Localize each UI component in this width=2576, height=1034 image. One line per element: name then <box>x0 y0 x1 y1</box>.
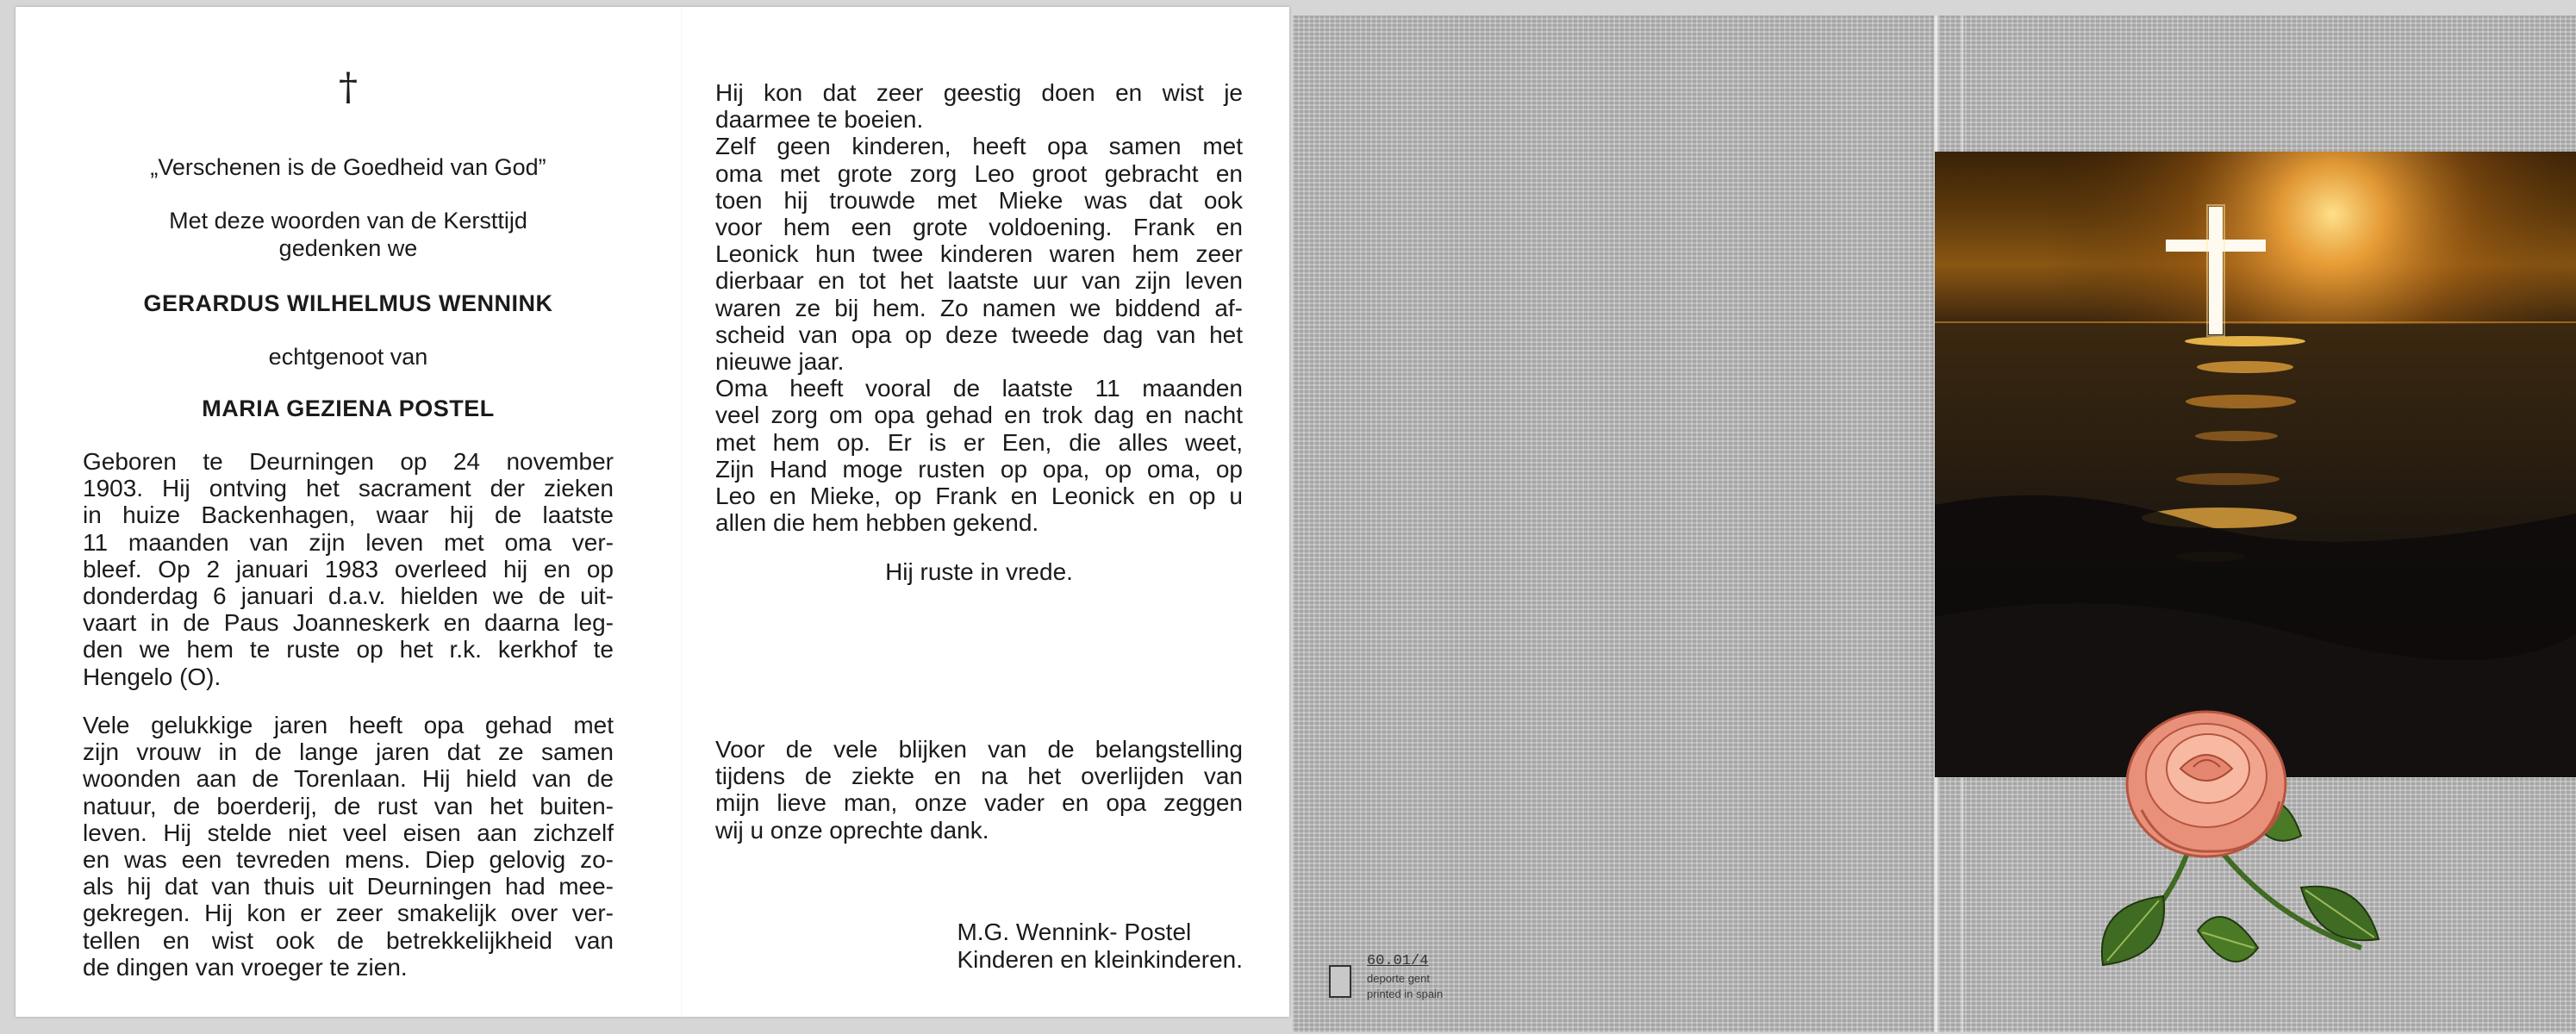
rose-icon <box>2068 689 2430 1017</box>
biography-line: den we hem te ruste op het r.k. kerkhof te <box>83 636 614 663</box>
signature-line: Kinderen en kleinkinderen. <box>957 946 1243 973</box>
memories-line: Vele gelukkige jaren heeft opa gehad met <box>83 712 614 738</box>
biography-line: 11 maanden van zijn leven met oma ver- <box>83 528 614 556</box>
biography-line: in huize Backenhagen, waar hij de laatste <box>83 501 614 529</box>
leaf-icon <box>2301 887 2379 941</box>
continuation-line: Leo en Mieke, op Frank en Leonick en op u <box>715 483 1243 510</box>
printer-code: 60.01/4 <box>1367 953 1429 969</box>
sunset-cross-illustration <box>1935 152 2576 777</box>
continuation-line: waren ze bij hem. Zo namen we biddend af- <box>715 294 1243 321</box>
memories-line: leven. Hij stelde niet veel eisen aan zichzelf <box>83 819 614 846</box>
continuation-line: Zelf geen kinderen, heeft opa samen met <box>715 133 1243 160</box>
printer-mark <box>1329 953 1501 1005</box>
memories-paragraph <box>83 712 614 981</box>
thanks-paragraph <box>715 736 1243 844</box>
printed-in: printed in spain <box>1367 987 1444 1000</box>
signature <box>957 919 1243 974</box>
continuation-line: met hem op. Er is er Een, die alles weet, <box>715 428 1243 456</box>
memories-line: natuur, de boerderij, de rust van het buiten- <box>83 792 614 819</box>
continuation-line: allen die hem hebben gekend. <box>715 509 1039 537</box>
leaf-icon <box>2198 917 2258 962</box>
continuation-line: veel zorg om opa gehad en trok dag en nacht <box>715 402 1243 429</box>
continuation-line: nieuwe jaar. <box>715 348 845 376</box>
memories-line: tellen en wist ook de betrekkelijkheid van <box>83 926 614 954</box>
quote: „Verschenen is de Goedheid van God” <box>150 154 546 180</box>
memories-line: de dingen van vroeger te zien. <box>83 953 408 981</box>
biography-line: Hengelo (O). <box>83 663 221 690</box>
signature-line: M.G. Wennink- Postel <box>957 919 1192 945</box>
continuation-line: Oma heeft vooral de laatste 11 maanden <box>715 375 1243 402</box>
biography-line: 1903. Hij ontving het sacrament der zieken <box>83 475 614 502</box>
biography-paragraph <box>83 448 614 690</box>
leaf-icon <box>2102 896 2164 965</box>
rest-in-peace: Hij ruste in vrede. <box>885 558 1073 585</box>
biography-line: bleef. Op 2 januari 1983 overleed hij en op <box>83 555 614 582</box>
continuation-line: Hij kon dat zeer geestig doen en wist je <box>715 79 1243 106</box>
continuation-line: scheid van opa op deze tweede dag van het <box>715 321 1243 348</box>
memories-line: gekregen. Hij kon er zeer smakelijk over ver- <box>83 900 614 927</box>
continuation-line: voor hem een grote voldoening. Frank en <box>715 214 1243 241</box>
printer-logo-icon <box>1329 965 1351 998</box>
thanks-line: wij u onze oprechte dank. <box>715 816 989 844</box>
relation: echtgenoot van <box>268 344 428 370</box>
memories-line: als hij dat van thuis uit Deurningen had mee- <box>83 873 614 900</box>
thanks-line: tijdens de ziekte en na het overlijden van <box>715 763 1243 790</box>
memories-line: woonden aan de Torenlaan. Hij hield van de <box>83 765 614 793</box>
thanks-line: Voor de vele blijken van de belangstelling <box>715 736 1243 763</box>
memories-line: en was een tevreden mens. Diep gelovig zo- <box>83 846 614 874</box>
continuation-line: daarmee te boeien. <box>715 106 924 134</box>
continuation-line: Zijn Hand moge rusten op opa, op oma, op <box>715 455 1243 483</box>
continuation-line: dierbaar en tot het laatste uur van zijn leven <box>715 267 1243 295</box>
continuation-line: toen hij trouwde met Mieke was dat ook <box>715 186 1243 214</box>
thanks-line: mijn lieve man, onze vader en opa zeggen <box>715 789 1243 817</box>
intro-line-2: gedenken we <box>278 235 418 261</box>
cross-icon: † <box>339 65 358 109</box>
intro-line-1: Met deze woorden van de Kersttijd <box>169 208 527 234</box>
continuation-line: Leonick hun twee kinderen waren hem zeer <box>715 240 1243 268</box>
memories-line: zijn vrouw in de lange jaren dat ze samen <box>83 738 614 766</box>
card-inner-spread <box>16 7 1289 1017</box>
biography-line: donderdag 6 januari d.a.v. hielden we de uit- <box>83 582 614 610</box>
biography-line: Geboren te Deurningen op 24 november <box>83 448 614 475</box>
biography-line: vaart in de Paus Joanneskerk en daarna leg- <box>83 609 614 637</box>
continuation-line: oma met grote zorg Leo groot gebracht en <box>715 159 1243 187</box>
center-fold <box>681 7 683 1017</box>
publisher: deporte gent <box>1367 972 1431 985</box>
sunset-cross-photo <box>1935 152 2576 777</box>
card-cover <box>1293 16 2576 1032</box>
spouse-name: MARIA GEZIENA POSTEL <box>202 396 495 421</box>
deceased-name: GERARDUS WILHELMUS WENNINK <box>143 290 553 316</box>
continuation-paragraph <box>715 79 1243 536</box>
rose-bloom <box>2127 712 2286 856</box>
